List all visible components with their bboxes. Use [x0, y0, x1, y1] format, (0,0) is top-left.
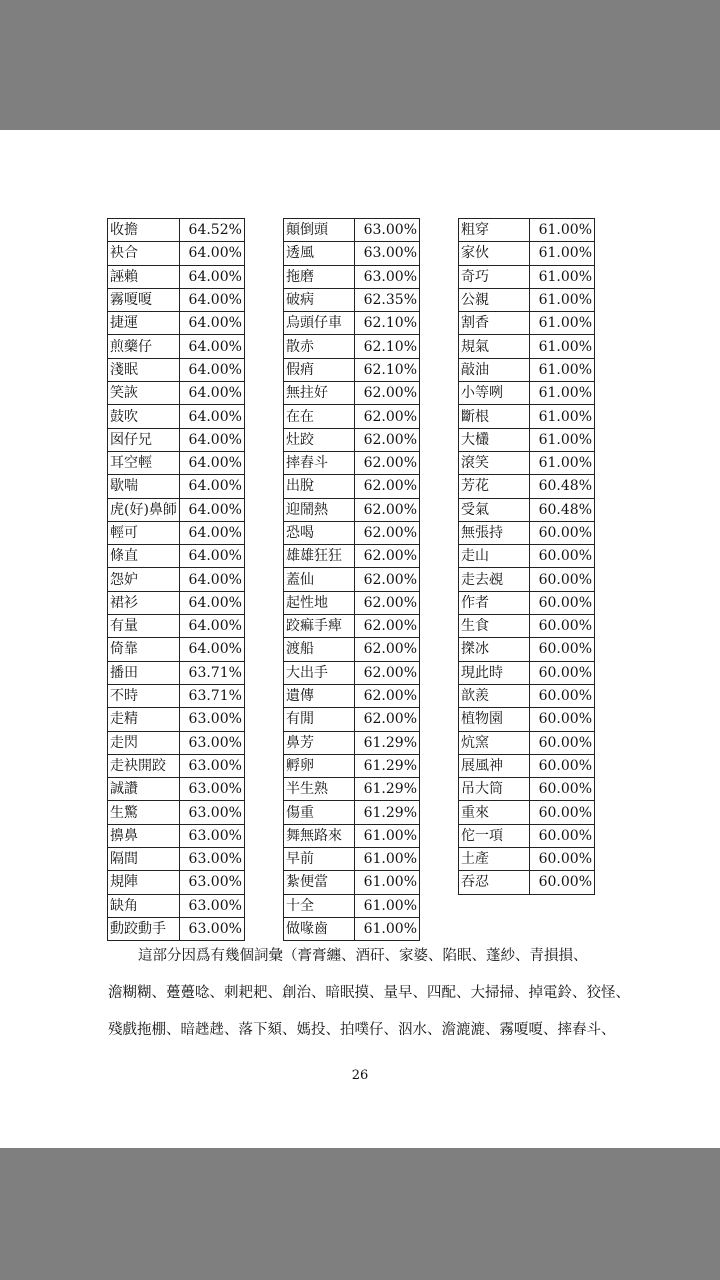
word-cell: 耳空輕: [108, 451, 180, 474]
word-cell: 傷重: [284, 801, 355, 824]
table-row: [108, 265, 245, 288]
word-cell: 有閒: [284, 708, 355, 731]
table-row: [284, 894, 420, 917]
word-cell: 斷根: [459, 405, 530, 428]
table-row: [108, 312, 245, 335]
word-cell: 隔間: [108, 848, 180, 871]
word-cell: 假痟: [284, 358, 355, 381]
word-cell: 舞無路來: [284, 824, 355, 847]
percentage-cell: 61.00%: [530, 335, 595, 358]
word-cell: 散赤: [284, 335, 355, 358]
percentage-cell: 60.00%: [530, 731, 595, 754]
word-cell: 在在: [284, 405, 355, 428]
word-cell: 作者: [459, 591, 530, 614]
table-row: [108, 521, 245, 544]
table-row: [284, 405, 420, 428]
percentage-cell: 64.00%: [179, 242, 244, 265]
percentage-cell: 64.00%: [179, 312, 244, 335]
percentage-cell: 62.10%: [355, 358, 420, 381]
table-row: [108, 405, 245, 428]
percentage-cell: 61.29%: [355, 731, 420, 754]
table-row: [284, 731, 420, 754]
percentage-cell: 61.00%: [530, 428, 595, 451]
percentage-cell: 62.00%: [355, 638, 420, 661]
table-row: [108, 731, 245, 754]
percentage-cell: 60.00%: [530, 684, 595, 707]
percentage-cell: 64.00%: [179, 265, 244, 288]
percentage-cell: 63.00%: [179, 801, 244, 824]
percentage-cell: 61.00%: [530, 405, 595, 428]
table-row: [284, 871, 420, 894]
word-cell: 吞忍: [459, 871, 530, 894]
percentage-cell: 64.00%: [179, 521, 244, 544]
table-row: [284, 288, 420, 311]
word-cell: 笑詼: [108, 382, 180, 405]
word-cell: 歆羨: [459, 684, 530, 707]
percentage-cell: 64.00%: [179, 451, 244, 474]
percentage-cell: 64.00%: [179, 358, 244, 381]
percentage-cell: 62.35%: [355, 288, 420, 311]
word-cell: 霧嗄嗄: [108, 288, 180, 311]
word-cell: 烏頭仔車: [284, 312, 355, 335]
percentage-cell: 60.48%: [530, 498, 595, 521]
table-row: [108, 451, 245, 474]
word-cell: 規氣: [459, 335, 530, 358]
percentage-cell: 64.00%: [179, 545, 244, 568]
table-row: [108, 894, 245, 917]
table-row: [284, 428, 420, 451]
percentage-cell: 61.00%: [530, 288, 595, 311]
word-cell: 十全: [284, 894, 355, 917]
percentage-cell: 62.00%: [355, 661, 420, 684]
word-cell: 走山: [459, 545, 530, 568]
table-row: [108, 242, 245, 265]
word-cell: 煎藥仔: [108, 335, 180, 358]
word-cell: 走袂開跤: [108, 754, 180, 777]
table-row: [284, 475, 420, 498]
percentage-cell: 62.10%: [355, 335, 420, 358]
percentage-cell: 64.00%: [179, 428, 244, 451]
paragraph-line: 澹糊糊、躉躉唸、刺耙耙、創治、暗眠摸、量早、四配、大掃掃、掉電鈴、狡怪、: [108, 985, 630, 1001]
table-row: [108, 615, 245, 638]
table-row: [459, 335, 595, 358]
word-cell: 囡仔兄: [108, 428, 180, 451]
percentage-cell: 64.00%: [179, 568, 244, 591]
percentage-cell: 62.00%: [355, 428, 420, 451]
word-cell: 現此時: [459, 661, 530, 684]
word-cell: 破病: [284, 288, 355, 311]
percentage-cell: 62.00%: [355, 498, 420, 521]
percentage-cell: 62.00%: [355, 405, 420, 428]
word-cell: 跤痲手痺: [284, 615, 355, 638]
table-row: [284, 591, 420, 614]
percentage-cell: 60.00%: [530, 591, 595, 614]
table-row: [108, 801, 245, 824]
table-row: [284, 521, 420, 544]
word-cell: 誣賴: [108, 265, 180, 288]
percentage-cell: 61.00%: [355, 871, 420, 894]
word-cell: 怨妒: [108, 568, 180, 591]
percentage-cell: 60.00%: [530, 871, 595, 894]
table-row: [284, 615, 420, 638]
word-cell: 植物園: [459, 708, 530, 731]
word-cell: 半生熟: [284, 778, 355, 801]
table-row: [284, 568, 420, 591]
word-cell: 鼓吹: [108, 405, 180, 428]
word-cell: 虎(好)鼻師: [108, 498, 180, 521]
word-cell: 搩冰: [459, 638, 530, 661]
percentage-cell: 64.00%: [179, 335, 244, 358]
word-cell: 起性地: [284, 591, 355, 614]
table-row: [284, 684, 420, 707]
table-row: [284, 335, 420, 358]
word-cell: 做喙齒: [284, 917, 355, 940]
word-cell: 袂合: [108, 242, 180, 265]
percentage-cell: 64.00%: [179, 288, 244, 311]
word-cell: 蓋仙: [284, 568, 355, 591]
word-cell: 粗穿: [459, 219, 530, 242]
word-cell: 淺眠: [108, 358, 180, 381]
word-cell: 奇巧: [459, 265, 530, 288]
percentage-cell: 64.52%: [179, 219, 244, 242]
percentage-cell: 60.00%: [530, 521, 595, 544]
table-row: [284, 661, 420, 684]
percentage-cell: 63.00%: [179, 754, 244, 777]
percentage-cell: 63.00%: [355, 219, 420, 242]
percentage-cell: 60.48%: [530, 475, 595, 498]
word-cell: 雄雄狂狂: [284, 545, 355, 568]
word-cell: 渡船: [284, 638, 355, 661]
word-cell: 無張持: [459, 521, 530, 544]
percentage-cell: 61.00%: [530, 265, 595, 288]
percentage-cell: 61.29%: [355, 754, 420, 777]
word-cell: 小等咧: [459, 382, 530, 405]
percentage-cell: 62.00%: [355, 708, 420, 731]
word-cell: 動跤動手: [108, 917, 180, 940]
table-row: [459, 731, 595, 754]
table-row: [108, 754, 245, 777]
percentage-cell: 60.00%: [530, 824, 595, 847]
table-row: [108, 824, 245, 847]
percentage-cell: 64.00%: [179, 382, 244, 405]
body-paragraph: [108, 938, 630, 1049]
percentage-cell: 63.71%: [179, 661, 244, 684]
percentage-cell: 63.00%: [179, 731, 244, 754]
percentage-cell: 61.00%: [530, 358, 595, 381]
table-row: [459, 871, 595, 894]
percentage-cell: 64.00%: [179, 591, 244, 614]
table-row: [459, 265, 595, 288]
table-row: [108, 288, 245, 311]
percentage-cell: 64.00%: [179, 475, 244, 498]
word-cell: 迎鬧熱: [284, 498, 355, 521]
frequency-table-3: [458, 218, 595, 895]
viewer-top-bar: [0, 0, 720, 130]
percentage-cell: 63.00%: [179, 871, 244, 894]
word-cell: 公親: [459, 288, 530, 311]
word-cell: 吊大筒: [459, 778, 530, 801]
table-row: [108, 591, 245, 614]
word-cell: 誠讚: [108, 778, 180, 801]
table-row: [459, 288, 595, 311]
percentage-cell: 63.00%: [179, 778, 244, 801]
table-row: [108, 661, 245, 684]
table-row: [459, 684, 595, 707]
percentage-cell: 60.00%: [530, 661, 595, 684]
word-cell: 生驚: [108, 801, 180, 824]
percentage-cell: 61.00%: [355, 824, 420, 847]
table-row: [108, 638, 245, 661]
table-row: [459, 754, 595, 777]
table-row: [284, 545, 420, 568]
table-row: [459, 545, 595, 568]
table-row: [108, 871, 245, 894]
percentage-cell: 63.00%: [179, 894, 244, 917]
table-row: [459, 358, 595, 381]
word-cell: 不時: [108, 684, 180, 707]
percentage-cell: 63.00%: [355, 242, 420, 265]
table-row: [284, 382, 420, 405]
paragraph-line: 殘戲拖棚、暗趖趖、落下頦、媽投、拍噗仔、泅水、澹漉漉、霧嗄嗄、摔舂斗、: [108, 1022, 616, 1038]
percentage-cell: 60.00%: [530, 801, 595, 824]
word-cell: 土產: [459, 848, 530, 871]
page-number: 26: [351, 1068, 369, 1083]
table-row: [459, 405, 595, 428]
table-row: [108, 475, 245, 498]
table-row: [108, 778, 245, 801]
percentage-cell: 63.00%: [355, 265, 420, 288]
table-row: [459, 661, 595, 684]
percentage-cell: 61.00%: [530, 451, 595, 474]
table-row: [284, 801, 420, 824]
table-row: [108, 219, 245, 242]
table-row: [459, 568, 595, 591]
percentage-cell: 61.00%: [530, 219, 595, 242]
word-cell: 大出手: [284, 661, 355, 684]
percentage-cell: 62.00%: [355, 382, 420, 405]
table-row: [459, 638, 595, 661]
percentage-cell: 60.00%: [530, 708, 595, 731]
table-row: [459, 591, 595, 614]
word-cell: 恐喝: [284, 521, 355, 544]
table-row: [284, 778, 420, 801]
word-cell: 炕窯: [459, 731, 530, 754]
word-cell: 輕可: [108, 521, 180, 544]
percentage-cell: 62.00%: [355, 615, 420, 638]
percentage-cell: 61.00%: [355, 848, 420, 871]
word-cell: 歇喘: [108, 475, 180, 498]
percentage-cell: 61.00%: [355, 894, 420, 917]
table-row: [459, 521, 595, 544]
table-row: [108, 708, 245, 731]
frequency-table-2: [283, 218, 420, 941]
table-row: [108, 545, 245, 568]
word-cell: 遺傳: [284, 684, 355, 707]
word-cell: 出脫: [284, 475, 355, 498]
percentage-cell: 63.00%: [179, 824, 244, 847]
table-row: [284, 754, 420, 777]
word-cell: 灶跤: [284, 428, 355, 451]
word-cell: 重來: [459, 801, 530, 824]
table-row: [108, 684, 245, 707]
word-cell: 走閃: [108, 731, 180, 754]
table-row: [459, 708, 595, 731]
percentage-cell: 60.00%: [530, 778, 595, 801]
percentage-cell: 63.00%: [179, 708, 244, 731]
percentage-cell: 62.00%: [355, 521, 420, 544]
word-cell: 有量: [108, 615, 180, 638]
table-row: [459, 382, 595, 405]
table-row: [284, 242, 420, 265]
word-cell: 生食: [459, 615, 530, 638]
percentage-cell: 64.00%: [179, 498, 244, 521]
table-row: [108, 848, 245, 871]
table-row: [459, 824, 595, 847]
word-cell: 紮便當: [284, 871, 355, 894]
word-cell: 鼻芳: [284, 731, 355, 754]
table-row: [284, 312, 420, 335]
word-cell: 家伙: [459, 242, 530, 265]
word-cell: 缺角: [108, 894, 180, 917]
table-row: [284, 219, 420, 242]
percentage-cell: 60.00%: [530, 754, 595, 777]
frequency-table-1: [107, 218, 245, 941]
percentage-cell: 63.00%: [179, 917, 244, 940]
percentage-cell: 64.00%: [179, 615, 244, 638]
percentage-cell: 62.00%: [355, 568, 420, 591]
word-cell: 走精: [108, 708, 180, 731]
table-row: [459, 312, 595, 335]
table-row: [459, 801, 595, 824]
percentage-cell: 60.00%: [530, 615, 595, 638]
percentage-cell: 61.00%: [530, 312, 595, 335]
word-cell: 拖磨: [284, 265, 355, 288]
viewer-bottom-bar: [0, 1148, 720, 1280]
table-row: [284, 358, 420, 381]
word-cell: 大欉: [459, 428, 530, 451]
table-row: [459, 475, 595, 498]
word-cell: 孵卵: [284, 754, 355, 777]
table-row: [459, 615, 595, 638]
percentage-cell: 60.00%: [530, 848, 595, 871]
percentage-cell: 61.00%: [530, 242, 595, 265]
table-row: [284, 451, 420, 474]
word-cell: 擤鼻: [108, 824, 180, 847]
word-cell: 滾笑: [459, 451, 530, 474]
word-cell: 條直: [108, 545, 180, 568]
paragraph-line: 這部分因爲有幾個詞彙（膏膏纏、酒矸、家婆、陷眠、蓬紗、青損損、: [138, 948, 588, 964]
table-row: [108, 335, 245, 358]
word-cell: 摔舂斗: [284, 451, 355, 474]
word-cell: 佗一項: [459, 824, 530, 847]
percentage-cell: 60.00%: [530, 545, 595, 568]
word-cell: 受氣: [459, 498, 530, 521]
word-cell: 敲油: [459, 358, 530, 381]
word-cell: 捷運: [108, 312, 180, 335]
table-row: [108, 358, 245, 381]
word-cell: 收擔: [108, 219, 180, 242]
table-row: [284, 498, 420, 521]
percentage-cell: 61.00%: [355, 917, 420, 940]
percentage-cell: 62.00%: [355, 451, 420, 474]
word-cell: 割香: [459, 312, 530, 335]
word-cell: 展風神: [459, 754, 530, 777]
percentage-cell: 60.00%: [530, 568, 595, 591]
table-row: [459, 498, 595, 521]
table-row: [284, 824, 420, 847]
percentage-cell: 62.10%: [355, 312, 420, 335]
table-row: [108, 382, 245, 405]
word-cell: 顛倒頭: [284, 219, 355, 242]
percentage-cell: 64.00%: [179, 405, 244, 428]
percentage-cell: 62.00%: [355, 684, 420, 707]
percentage-cell: 62.00%: [355, 475, 420, 498]
table-row: [459, 848, 595, 871]
word-cell: 無拄好: [284, 382, 355, 405]
word-cell: 早前: [284, 848, 355, 871]
table-row: [108, 428, 245, 451]
table-row: [459, 778, 595, 801]
table-row: [284, 265, 420, 288]
table-row: [108, 498, 245, 521]
document-page: [0, 130, 720, 1148]
word-cell: 透風: [284, 242, 355, 265]
word-cell: 裙衫: [108, 591, 180, 614]
table-row: [459, 451, 595, 474]
percentage-cell: 64.00%: [179, 638, 244, 661]
word-cell: 芳花: [459, 475, 530, 498]
table-row: [284, 848, 420, 871]
table-row: [459, 219, 595, 242]
word-cell: 倚靠: [108, 638, 180, 661]
table-row: [459, 428, 595, 451]
table-row: [284, 638, 420, 661]
percentage-cell: 63.00%: [179, 848, 244, 871]
table-row: [108, 568, 245, 591]
percentage-cell: 61.29%: [355, 801, 420, 824]
percentage-cell: 60.00%: [530, 638, 595, 661]
table-row: [459, 242, 595, 265]
percentage-cell: 62.00%: [355, 545, 420, 568]
percentage-cell: 63.71%: [179, 684, 244, 707]
percentage-cell: 62.00%: [355, 591, 420, 614]
percentage-cell: 61.00%: [530, 382, 595, 405]
percentage-cell: 61.29%: [355, 778, 420, 801]
table-row: [284, 708, 420, 731]
word-cell: 規陣: [108, 871, 180, 894]
word-cell: 走去覕: [459, 568, 530, 591]
word-cell: 播田: [108, 661, 180, 684]
